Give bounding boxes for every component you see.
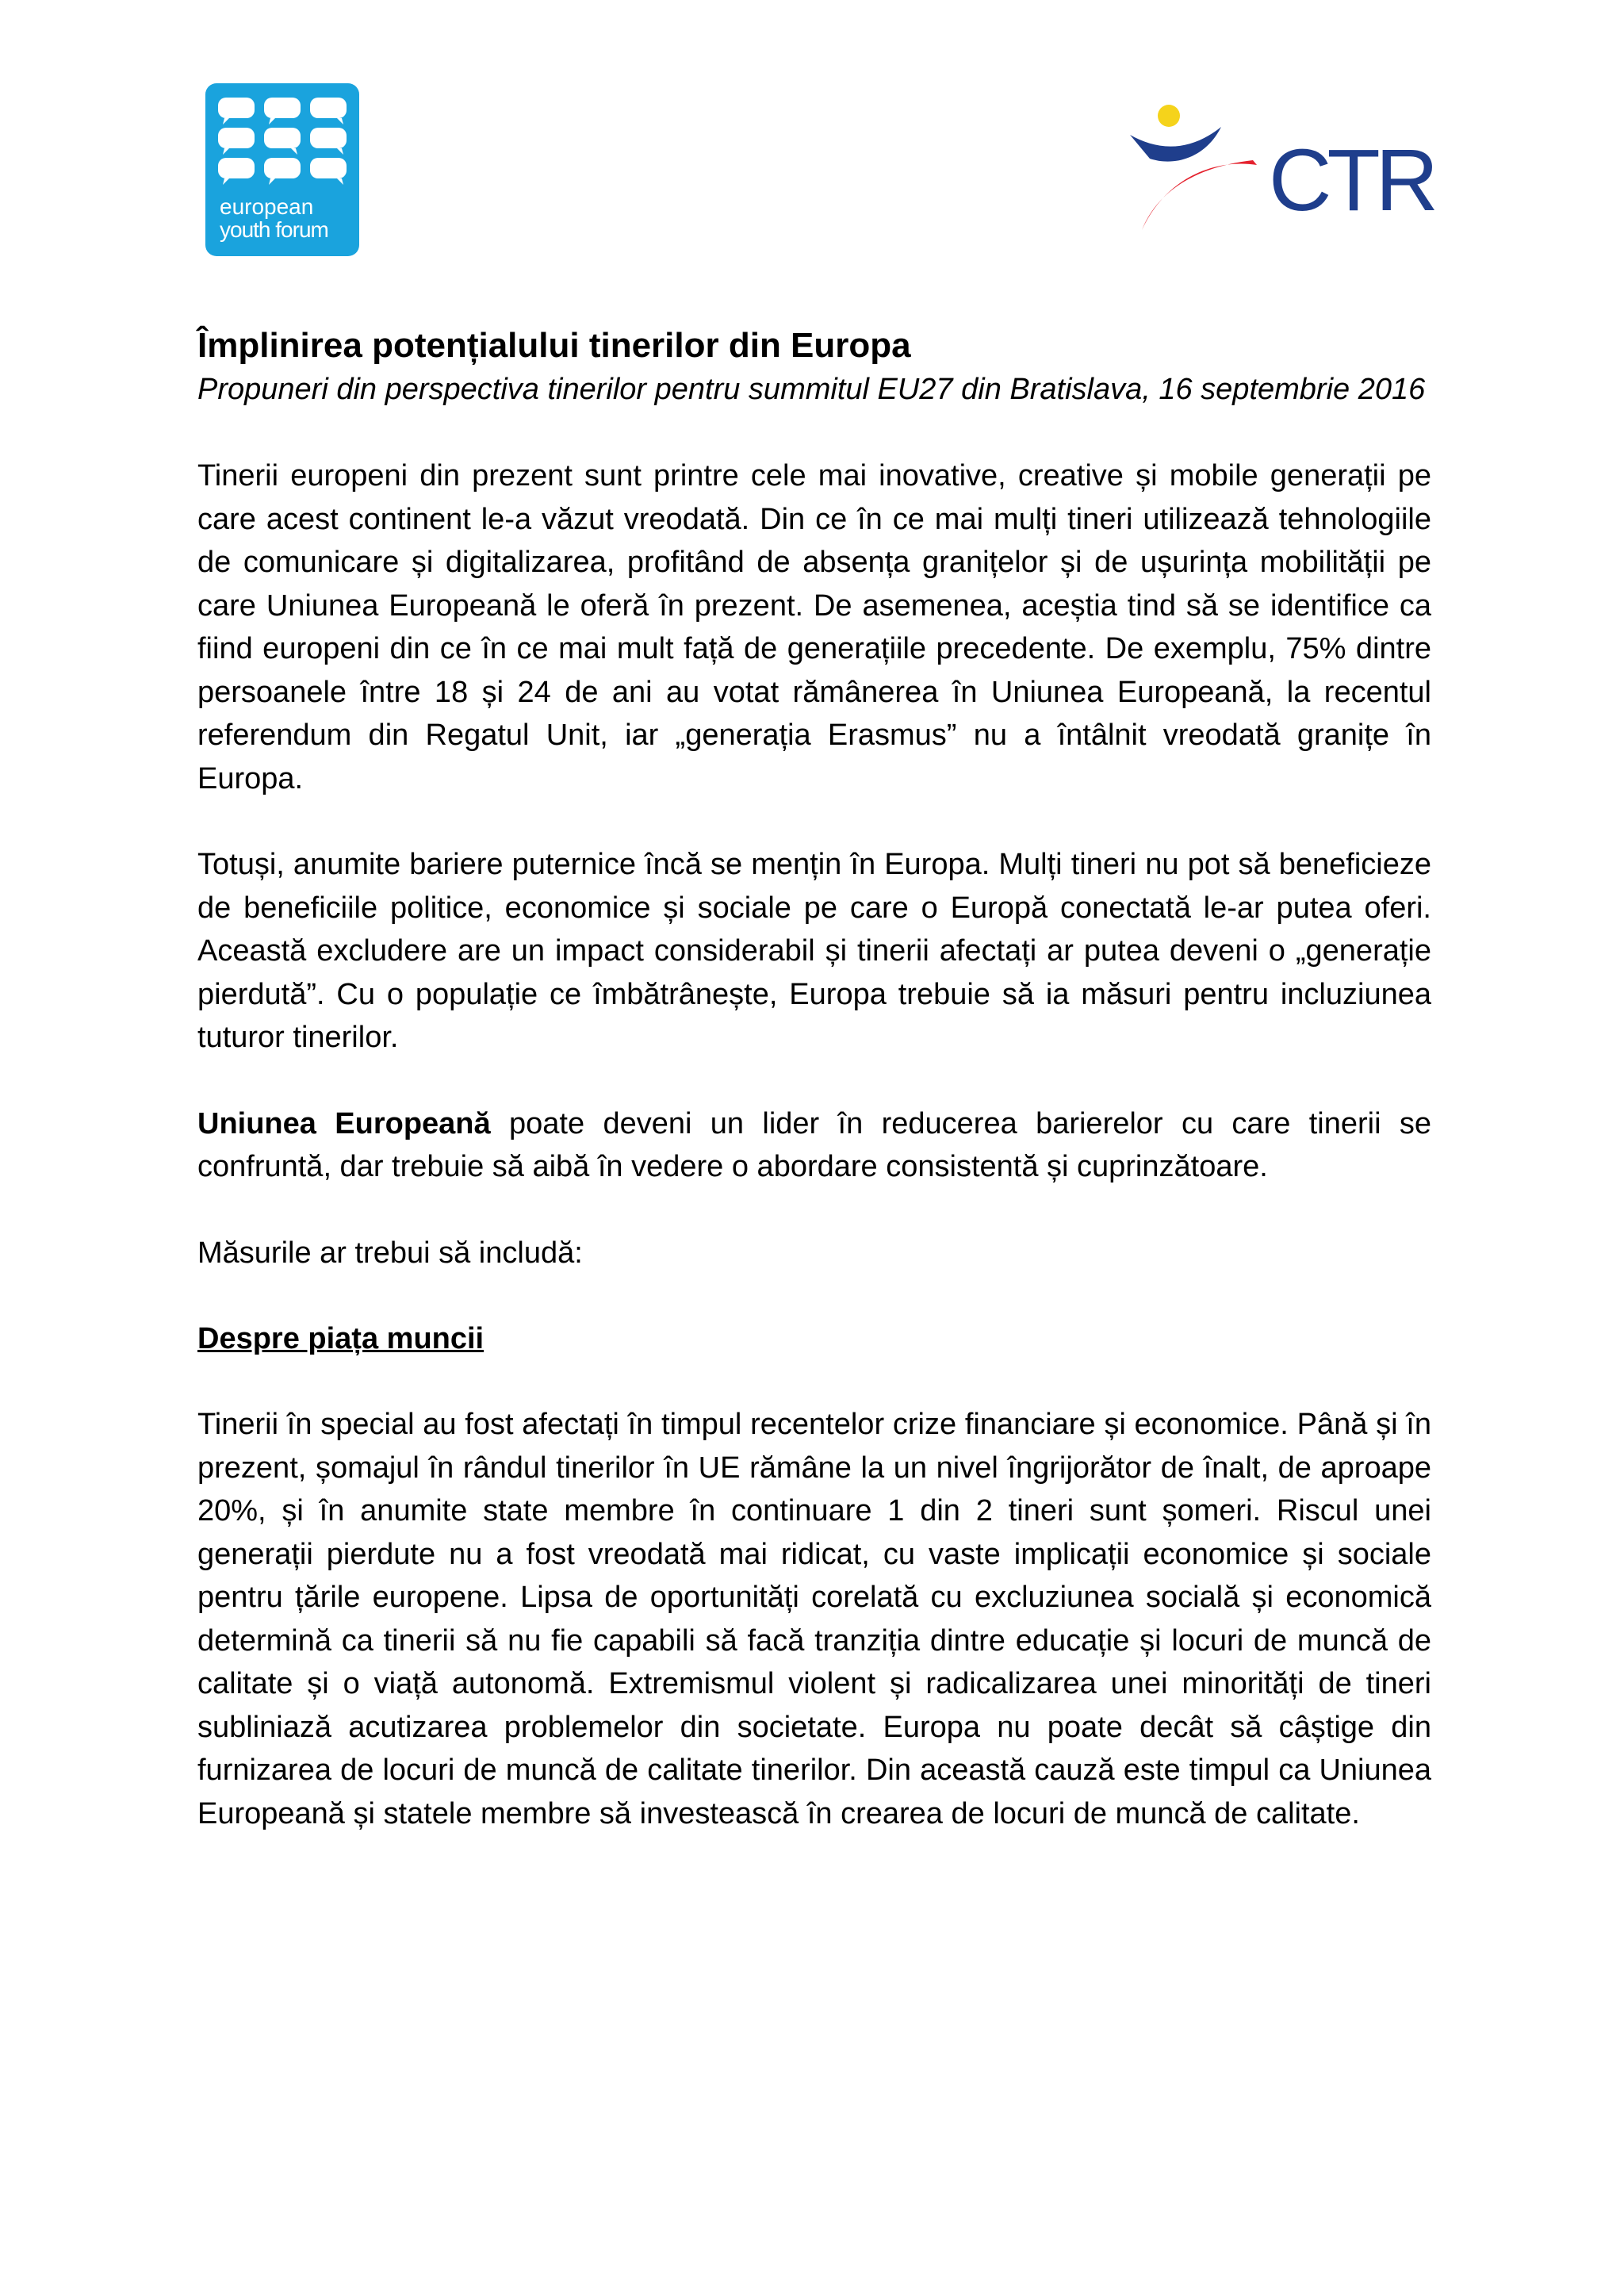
- paragraph-measures: Măsurile ar trebui să includă:: [197, 1236, 583, 1270]
- ctr-logo-text: CTR: [1269, 132, 1434, 229]
- logo-text-european: european: [220, 194, 314, 219]
- document-title: Împlinirea potențialului tinerilor din Europa: [197, 326, 911, 365]
- speech-bubbles-icon: [205, 83, 359, 256]
- document-subtitle: Propuneri din perspectiva tinerilor pentru summitul EU27 din Bratislava, 16 septembrie 2016: [197, 373, 1426, 406]
- paragraph-intro: Tinerii europeni din prezent sunt printre cele mai inovative, creative și mobile generații pe care acest continent le-a văzut vreodată. Din ce în ce mai mulți tineri utilizează tehnologiile de comunicare și digitalizarea, profitând de absența granițelor și de ușurința mobilității pe care Uniunea Europeană le oferă în prezent. De asemenea, aceștia tind să se identifice ca fiind europeni din ce în ce mai mult față de generațiile precedente. De exemplu, 75% dintre persoanele între 18 și 24 de ani au votat rămânerea în Uniunea Europeană, la recentul referendum din Regatul Unit, iar „generația Erasmus” nu a întâlnit vreodată granițe în Europa.: [197, 459, 1431, 795]
- paragraph-eu-leader-bold: Uniunea Europeană: [197, 1106, 491, 1140]
- ctr-figure-icon: [1126, 103, 1434, 234]
- paragraph-labour-market: Tinerii în special au fost afectați în timpul recentelor crize financiare și economice. Până și în prezent, șomajul în rândul tinerilor în UE rămâne la un nivel îngrijorător de înalt, de aproape 20%, și în anumite state membre în continuare 1 din 2 tineri sunt șomeri. Riscul unei generații pierdute nu a fost vreodată mai ridicat, cu vaste implicații economice și sociale pentru țările europene. Lipsa de oportunități corelată cu excluziunea socială și economică determină ca tinerii să nu fie capabili să facă tranziția dintre educație și locuri de muncă de calitate și o viață autonomă. Extremismul violent și radicalizarea unei minorități de tineri subliniază acutizarea problemelor din societate. Europa nu poate decât să câștige din furnizarea de locuri de muncă de calitate tinerilor. Din această cauză este timpul ca Uniunea Europeană și statele membre să investească în crearea de locuri de muncă de calitate.: [197, 1408, 1431, 1830]
- paragraph-barriers: Totuși, anumite bariere puternice încă se mențin în Europa. Mulți tineri nu pot să beneficieze de beneficiile politice, economice și sociale pe care o Europă conectată le-ar putea oferi. Această excludere are un impact considerabil și tinerii afectați ar putea deveni o „generație pierdută”. Cu o populație ce îmbătrânește, Europa trebuie să ia măsuri pentru incluziunea tuturor tinerilor.: [197, 848, 1431, 1054]
- paragraph-eu-leader-rest: poate deveni un lider în reducerea barierelor cu care tinerii se confruntă, dar trebuie să aibă în vedere o abordare consistentă și cuprinzătoare.: [197, 1106, 1431, 1183]
- section-heading-labour-market: Despre piața muncii: [197, 1322, 485, 1355]
- european-youth-forum-logo: [205, 83, 359, 256]
- paragraph-eu-leader: [197, 1102, 1431, 1189]
- logo-text-youth-forum: youth forum: [220, 217, 328, 242]
- document-body: [197, 324, 1431, 1878]
- ctr-logo: [1126, 103, 1434, 234]
